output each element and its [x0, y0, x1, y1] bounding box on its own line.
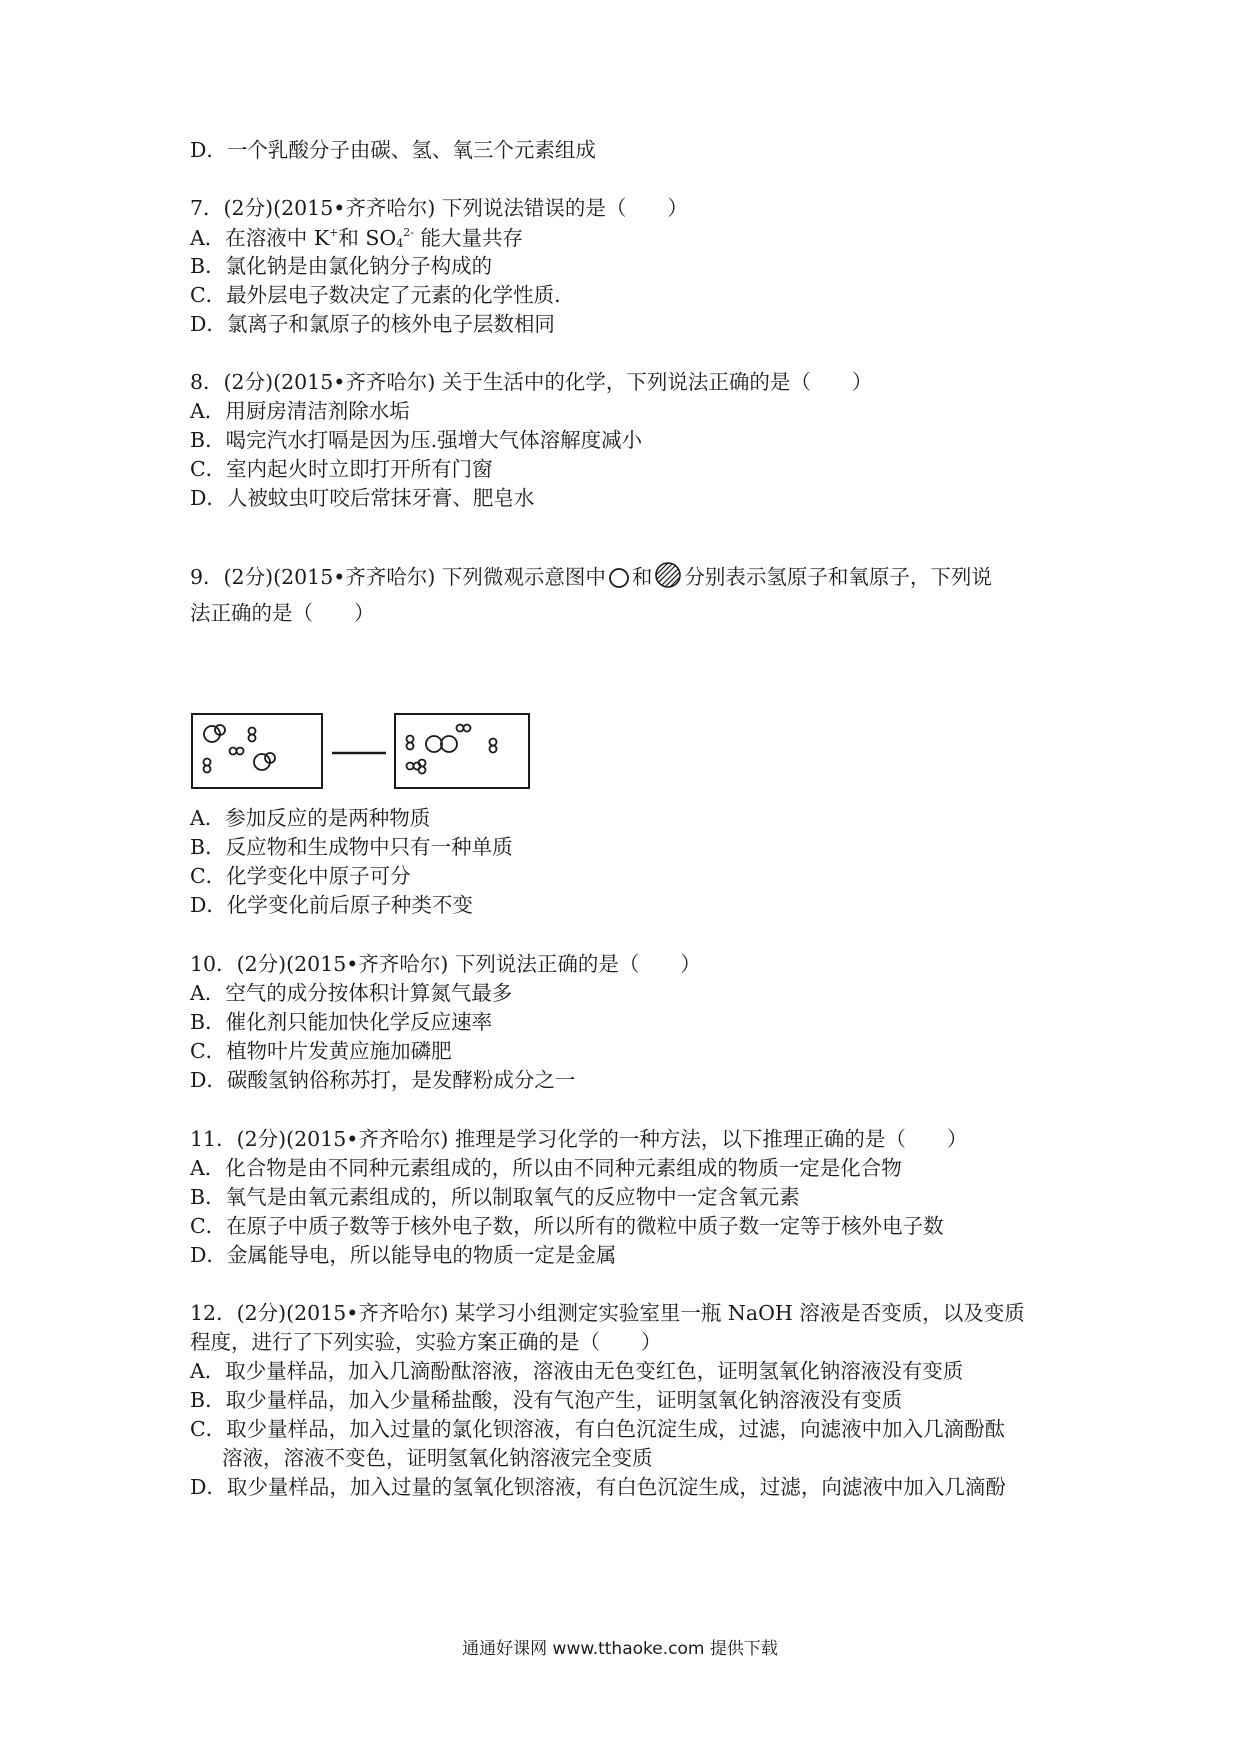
q12-option-b: B．取少量样品，加入少量稀盐酸，没有气泡产生，证明氢氧化钠溶液没有变质: [190, 1388, 903, 1412]
q8-option-c: C．室内起火时立即打开所有门窗: [190, 457, 493, 481]
reaction-diagram: [190, 712, 560, 792]
q8-option-a: A．用厨房清洁剂除水垢: [190, 399, 410, 423]
open-circle-icon: [608, 567, 630, 589]
product-molecules: [407, 725, 497, 774]
q10-option-a: A．空气的成分按体积计算氮气最多: [190, 981, 513, 1005]
q9-option-d: D．化学变化前后原子种类不变: [190, 893, 473, 917]
q11-option-d: D．金属能导电，所以能导电的物质一定是金属: [190, 1243, 617, 1267]
q9-option-b: B．反应物和生成物中只有一种单质: [190, 835, 513, 859]
q12-option-a: A．取少量样品，加入几滴酚酞溶液，溶液由无色变红色，证明氢氧化钠溶液没有变质: [190, 1359, 964, 1383]
q9-option-a: A．参加反应的是两种物质: [190, 806, 431, 830]
q10-stem: 10．(2分)(2015•齐齐哈尔) 下列说法正确的是（ ）: [190, 952, 701, 976]
q7-option-b: B．氯化钠是由氯化钠分子构成的: [190, 254, 493, 278]
q12-stem-line1: 12．(2分)(2015•齐齐哈尔) 某学习小组测定实验室里一瓶 NaOH 溶液是否变质，以及变质: [190, 1301, 1025, 1325]
q9-option-c: C．化学变化中原子可分: [190, 864, 411, 888]
q7-option-a-sup2: 2-: [403, 226, 414, 239]
hatched-circle-icon: [654, 561, 682, 589]
reactant-molecules: [204, 725, 276, 773]
q12-option-d-line1: D．取少量样品，加入过量的氢氧化钡溶液，有白色沉淀生成，过滤，向滤液中加入几滴酚: [190, 1475, 1006, 1499]
q8-option-b: B．喝完汽水打嗝是因为压.强增大气体溶解度减小: [190, 428, 643, 452]
q7-option-a-sub: 4: [396, 237, 404, 250]
q7-option-a: [190, 227, 523, 249]
q9-stem: [190, 561, 992, 589]
q7-option-c: C．最外层电子数决定了元素的化学性质.: [190, 283, 561, 307]
q12-stem-line2: 程度，进行了下列实验，实验方案正确的是（ ）: [190, 1330, 662, 1354]
q8-stem: 8．(2分)(2015•齐齐哈尔) 关于生活中的化学，下列说法正确的是（ ）: [190, 370, 873, 394]
q11-option-a: A．化合物是由不同种元素组成的，所以由不同种元素组成的物质一定是化合物: [190, 1156, 902, 1180]
q7-option-a-sup1: +: [329, 226, 339, 239]
q10-option-b: B．催化剂只能加快化学反应速率: [190, 1010, 493, 1034]
q7-stem: 7．(2分)(2015•齐齐哈尔) 下列说法错误的是（ ）: [190, 196, 688, 220]
q12-option-c-line2: 溶液，溶液不变色，证明氢氧化钠溶液完全变质: [222, 1446, 653, 1470]
page-footer: 通通好课网 www.tthaoke.com 提供下载: [462, 1639, 778, 1659]
q9-stem-mid: 和: [631, 565, 653, 589]
q12-option-c-line1: C．取少量样品，加入过量的氯化钡溶液，有白色沉淀生成，过滤，向滤液中加入几滴酚酞: [190, 1417, 1006, 1441]
q9-stem-post: 分别表示氢原子和氧原子，下列说: [684, 565, 992, 589]
reactants-box: [192, 714, 322, 788]
q10-option-c: C．植物叶片发黄应施加磷肥: [190, 1039, 452, 1063]
q9-stem-line2: 法正确的是（ ）: [190, 601, 375, 625]
q10-option-d: D．碳酸氢钠俗称苏打，是发酵粉成分之一: [190, 1068, 576, 1092]
q11-option-c: C．在原子中质子数等于核外电子数，所以所有的微粒中质子数一定等于核外电子数: [190, 1214, 944, 1238]
q11-option-b: B．氧气是由氧元素组成的，所以制取氧气的反应物中一定含氧元素: [190, 1185, 800, 1209]
q7-option-a-mid: 和 SO: [338, 226, 397, 250]
q9-stem-pre: 9．(2分)(2015•齐齐哈尔) 下列微观示意图中: [190, 565, 606, 589]
q8-option-d: D．人被蚊虫叮咬后常抹牙膏、肥皂水: [190, 486, 535, 510]
q7-option-a-pre: A．在溶液中 K: [190, 226, 330, 250]
q7-option-d: D．氯离子和氯原子的核外电子层数相同: [190, 312, 555, 336]
q6-option-d: D．一个乳酸分子由碳、氢、氧三个元素组成: [190, 138, 596, 162]
q11-stem: 11．(2分)(2015•齐齐哈尔) 推理是学习化学的一种方法，以下推理正确的是（ ）: [190, 1127, 968, 1151]
q7-option-a-post: 能大量共存: [413, 226, 523, 250]
